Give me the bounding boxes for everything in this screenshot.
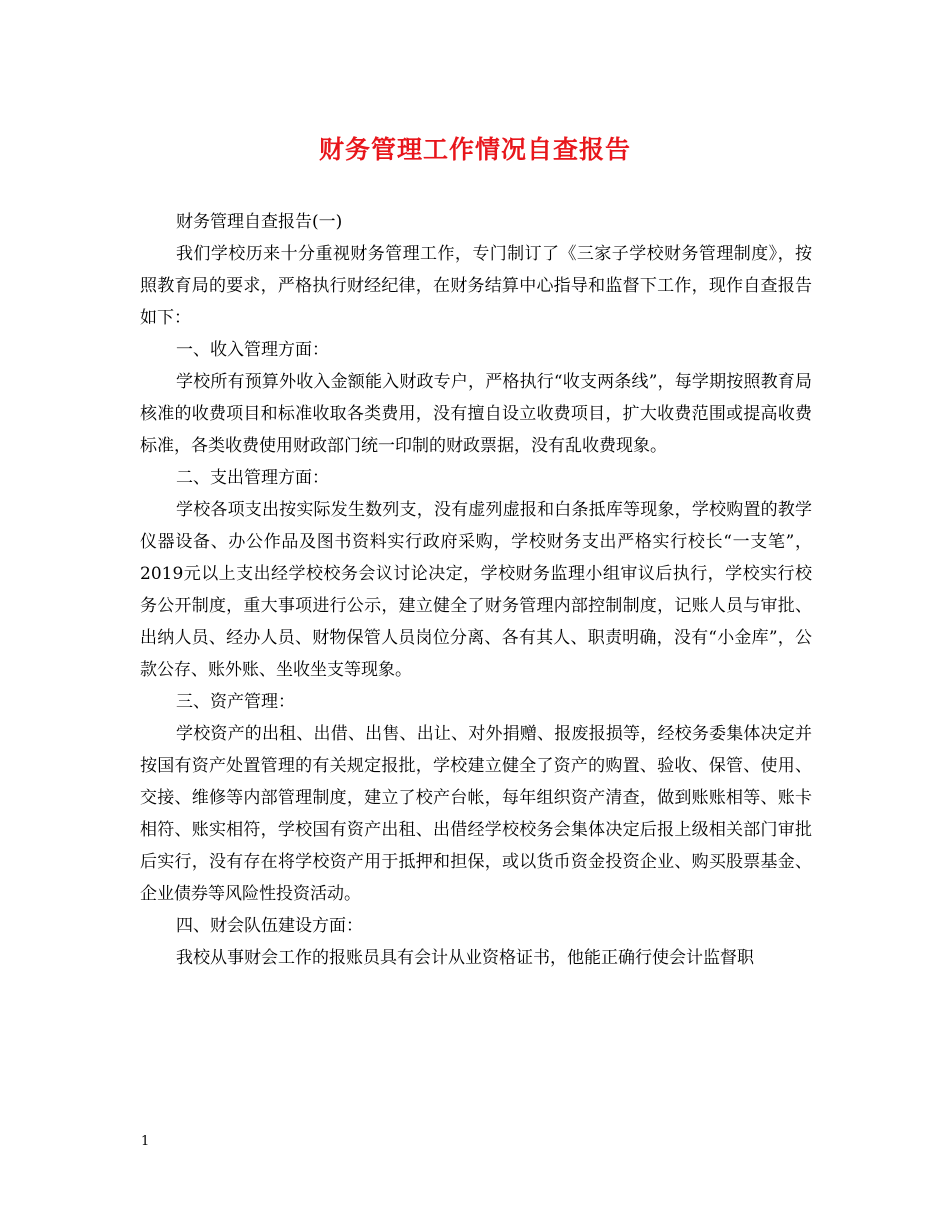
income-paragraph: 学校所有预算外收入金额能入财政专户，严格执行“收支两条线”，每学期按照教育局核准的收费项目和标准收取各类费用，没有擅自设立收费项目，扩大收费范围或提高收费标准，各类收费使用财政部门统一印制的财政票据，没有乱收费现象。 [140, 372, 812, 456]
section-heading-expenditure: 二、支出管理方面： [176, 468, 329, 488]
document-body [140, 206, 812, 974]
document-title: 财务管理工作情况自查报告 [318, 135, 631, 164]
assets-paragraph: 学校资产的出租、出借、出售、出让、对外捐赠、报废报损等，经校务委集体决定并按国有资产处置管理的有关规定报批，学校建立健全了资产的购置、验收、保管、使用、交接、维修等内部管理制度，建立了校产台帐，每年组织资产清查，做到账账相等、账卡相符、账实相符，学校国有资产出租、出借经学校校务会集体决定后报上级相关部门审批后实行，没有存在将学校资产用于抵押和担保，或以货币资金投资企业、购买股票基金、企业债券等风险性投资活动。 [140, 724, 812, 904]
report-subtitle: 财务管理自查报告(一) [176, 212, 343, 232]
section-heading-assets: 三、资产管理： [176, 692, 295, 712]
intro-paragraph: 我们学校历来十分重视财务管理工作，专门制订了《三家子学校财务管理制度》，按照教育局的要求，严格执行财经纪律，在财务结算中心指导和监督下工作，现作自查报告如下： [140, 244, 812, 328]
section-heading-income: 一、收入管理方面： [176, 340, 329, 360]
expenditure-paragraph: 学校各项支出按实际发生数列支，没有虚列虚报和白条抵库等现象，学校购置的教学仪器设备、办公作品及图书资料实行政府采购，学校财务支出严格实行校长“一支笔”，2019元以上支出经学校校务会议讨论决定，学校财务监理小组审议后执行，学校实行校务公开制度，重大事项进行公示，建立健全了财务管理内部控制制度，记账人员与审批、出纳人员、经办人员、财物保管人员岗位分离、各有其人、职责明确，没有“小金库”，公款公存、账外账、坐收坐支等现象。 [140, 500, 812, 680]
staff-paragraph: 我校从事财会工作的报账员具有会计从业资格证书，他能正确行使会计监督职 [176, 948, 754, 968]
page-number: 1 [141, 1134, 150, 1149]
section-heading-staff: 四、财会队伍建设方面： [176, 916, 363, 936]
